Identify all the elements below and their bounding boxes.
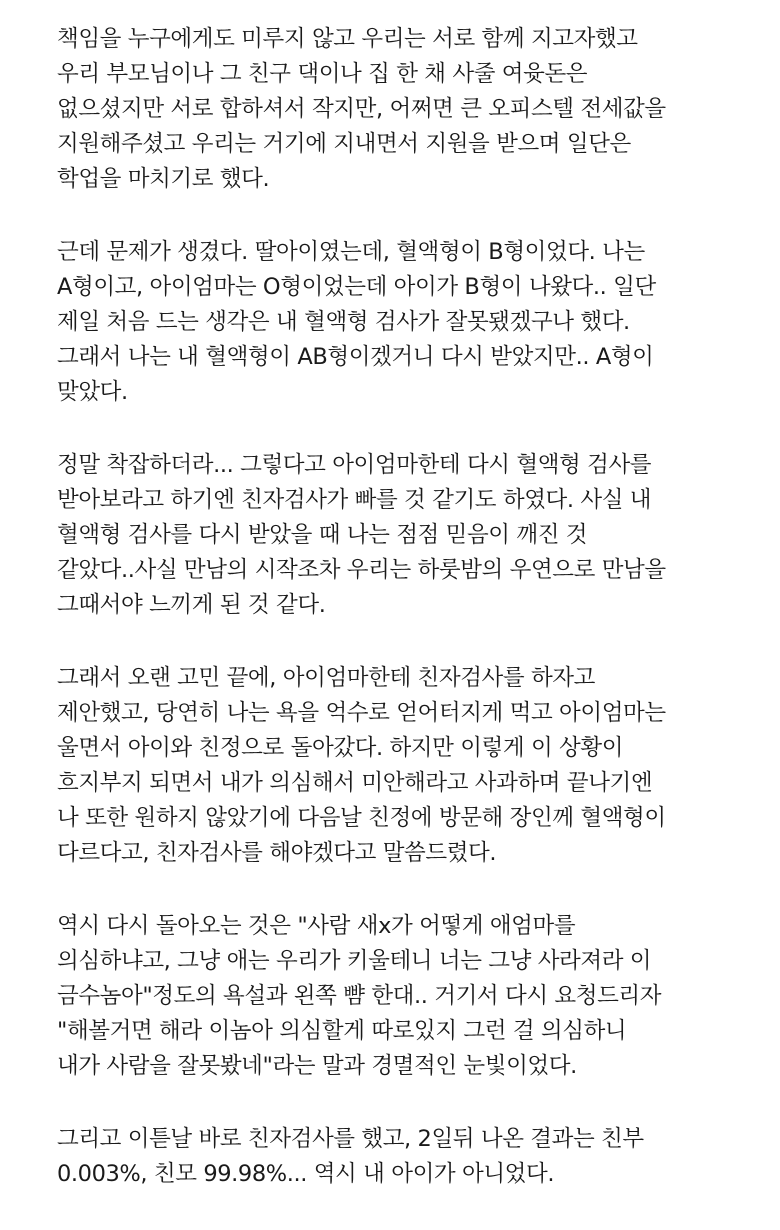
text-line: 없으셨지만 서로 합하셔서 작지만, 어쩌면 큰 오피스텔 전세값을 (57, 96, 666, 122)
paragraph-5 (57, 909, 772, 1084)
text-line: 그때서야 느끼게 된 것 같다. (57, 592, 326, 618)
text-line: A형이고, 아이엄마는 O형이었는데 아이가 B형이 나왔다.. 일단 (57, 274, 656, 300)
text-line: 울면서 아이와 친정으로 돌아갔다. 하지만 이렇게 이 상황이 (57, 735, 624, 761)
text-line: 제안했고, 당연히 나는 욕을 억수로 얻어터지게 먹고 아이엄마는 (57, 700, 666, 726)
paragraph-6 (57, 1122, 772, 1192)
text-line: 금수놈아"정도의 욕설과 왼쪽 뺨 한대.. 거기서 다시 요청드리자 (57, 983, 662, 1009)
text-line: 의심하냐고, 그냥 애는 우리가 키울테니 너는 그냥 사라져라 이 (57, 948, 652, 974)
text-line: 내가 사람을 잘못봤네"라는 말과 경멸적인 눈빛이었다. (57, 1053, 577, 1079)
text-line: 그리고 이튿날 바로 친자검사를 했고, 2일뒤 나온 결과는 친부 (57, 1126, 644, 1152)
paragraph-3 (57, 448, 772, 623)
text-line: 그래서 나는 내 혈액형이 AB형이겠거니 다시 받았지만.. A형이 (57, 344, 654, 370)
story-document (57, 22, 772, 1230)
text-line: 학업을 마치기로 했다. (57, 166, 270, 192)
text-line: 역시 다시 돌아오는 것은 "사람 새x가 어떻게 애엄마를 (57, 913, 576, 939)
text-line: 나 또한 원하지 않았기에 다음날 친정에 방문해 장인께 혈액형이 (57, 805, 666, 831)
text-line: 흐지부지 되면서 내가 의심해서 미안해라고 사과하며 끝나기엔 (57, 770, 653, 796)
text-line: 우리 부모님이나 그 친구 댁이나 집 한 채 사줄 여윳돈은 (57, 61, 588, 87)
text-line: 다르다고, 친자검사를 해야겠다고 말씀드렸다. (57, 840, 497, 866)
paragraph-1 (57, 22, 772, 197)
text-line: 지원해주셨고 우리는 거기에 지내면서 지원을 받으며 일단은 (57, 131, 631, 157)
text-line: 책임을 누구에게도 미루지 않고 우리는 서로 함께 지고자했고 (57, 26, 638, 52)
text-line: 0.003%, 친모 99.98%... 역시 내 아이가 아니었다. (57, 1161, 555, 1187)
text-line: 근데 문제가 생겼다. 딸아이였는데, 혈액형이 B형이었다. 나는 (57, 239, 645, 265)
text-line: 혈액형 검사를 다시 받았을 때 나는 점점 믿음이 깨진 것 (57, 522, 588, 548)
text-line: 같았다..사실 만남의 시작조차 우리는 하룻밤의 우연으로 만남을 (57, 557, 666, 583)
text-line: "해볼거면 해라 이놈아 의심할게 따로있지 그런 걸 의심하니 (57, 1018, 627, 1044)
text-line: 맞았다. (57, 379, 128, 405)
text-line: 받아보라고 하기엔 친자검사가 빠를 것 같기도 하였다. 사실 내 (57, 487, 652, 513)
text-line: 제일 처음 드는 생각은 내 혈액형 검사가 잘못됐겠구나 했다. (57, 309, 630, 335)
text-line: 정말 착잡하더라... 그렇다고 아이엄마한테 다시 혈액형 검사를 (57, 452, 652, 478)
paragraph-2 (57, 235, 772, 410)
text-line: 그래서 오랜 고민 끝에, 아이엄마한테 친자검사를 하자고 (57, 665, 595, 691)
paragraph-4 (57, 661, 772, 871)
